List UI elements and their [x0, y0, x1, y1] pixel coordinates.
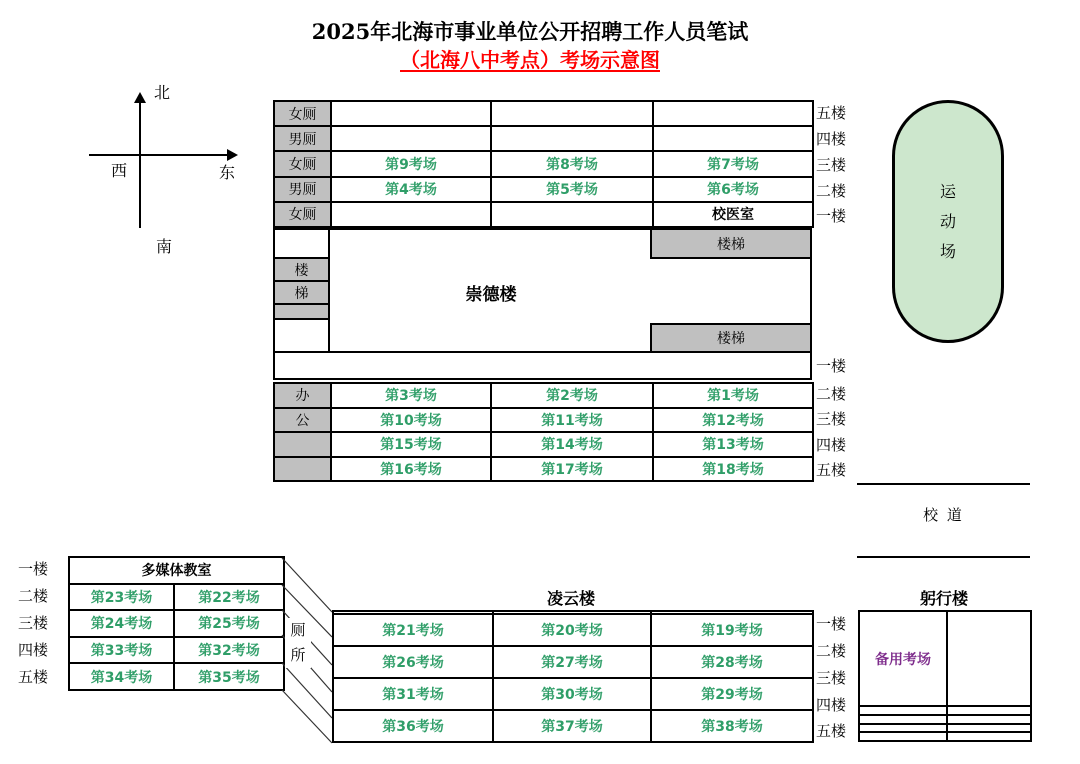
toilet-cell: 女厕 — [274, 151, 331, 176]
page-subtitle: （北海八中考点）考场示意图 — [400, 48, 660, 72]
room-cell: 第6考场 — [653, 177, 813, 202]
gongxing-table — [858, 610, 1032, 742]
room-cell: 第22考场 — [174, 584, 284, 611]
table-row — [69, 557, 284, 584]
table-row — [69, 584, 284, 611]
room-cell — [947, 611, 1031, 706]
toilet-cell: 男厕 — [274, 126, 331, 151]
room-cell — [859, 706, 947, 715]
room-cell — [653, 126, 813, 151]
table-row — [333, 678, 813, 710]
floor-label: 四楼 — [816, 436, 847, 454]
floor-label: 四楼 — [816, 130, 847, 148]
room-cell: 第20考场 — [493, 614, 651, 646]
table-row — [859, 715, 1031, 724]
table-row — [333, 614, 813, 646]
room-cell: 第4考场 — [331, 177, 491, 202]
table-row — [69, 663, 284, 690]
table-row — [333, 710, 813, 742]
toilet-cell: 男厕 — [274, 177, 331, 202]
room-cell — [947, 732, 1031, 741]
room-cell: 第24考场 — [69, 610, 174, 637]
compass-horizontal-axis — [89, 154, 229, 156]
room-cell — [331, 126, 491, 151]
table-row — [274, 432, 813, 457]
multimedia-room-cell: 多媒体教室 — [69, 557, 284, 584]
floor-label: 五楼 — [816, 722, 847, 740]
table-row — [859, 724, 1031, 733]
office-cell: 公 — [274, 408, 331, 433]
floor-label: 二楼 — [18, 587, 49, 605]
room-cell: 第5考场 — [491, 177, 653, 202]
multimedia-table — [68, 556, 285, 691]
room-cell: 第16考场 — [331, 457, 491, 482]
toilet-cell: 女厕 — [274, 202, 331, 227]
table-row — [274, 177, 813, 202]
table-row — [69, 610, 284, 637]
floor-label: 三楼 — [816, 669, 847, 687]
office-cell: 办 — [274, 383, 331, 408]
floor-label: 一楼 — [18, 560, 49, 578]
compass-west-label: 西 — [110, 161, 127, 180]
room-cell: 第27考场 — [493, 646, 651, 678]
floor-label: 一楼 — [816, 207, 847, 225]
road-label: 校 道 — [923, 506, 964, 524]
room-cell: 第10考场 — [331, 408, 491, 433]
table-row — [859, 611, 1031, 706]
room-cell: 第21考场 — [333, 614, 493, 646]
room-cell: 第18考场 — [653, 457, 813, 482]
floor-label: 五楼 — [816, 461, 847, 479]
floor-label: 三楼 — [816, 156, 847, 174]
compass-vertical-axis — [139, 102, 141, 228]
table-row — [274, 126, 813, 151]
lingyun-table — [332, 610, 814, 743]
room-cell — [859, 732, 947, 741]
reserve-room-cell: 备用考场 — [859, 611, 947, 706]
chongde-lower-table — [273, 382, 814, 482]
sports-field — [892, 100, 1004, 343]
table-row — [274, 101, 813, 126]
room-cell: 第12考场 — [653, 408, 813, 433]
room-cell: 第11考场 — [491, 408, 653, 433]
room-cell: 第15考场 — [331, 432, 491, 457]
room-cell: 第30考场 — [493, 678, 651, 710]
road-line-bottom — [857, 556, 1030, 558]
room-cell: 第29考场 — [651, 678, 813, 710]
building-name-chongde: 崇德楼 — [465, 285, 517, 305]
hall-left-cell — [273, 318, 330, 353]
room-cell: 第33考场 — [69, 637, 174, 664]
room-cell: 第26考场 — [333, 646, 493, 678]
room-cell — [859, 715, 947, 724]
room-cell — [859, 724, 947, 733]
north-arrow-icon — [134, 92, 146, 103]
room-cell: 第28考场 — [651, 646, 813, 678]
room-cell: 第2考场 — [491, 383, 653, 408]
compass-north-label: 北 — [153, 83, 170, 102]
floor-label: 二楼 — [816, 182, 847, 200]
room-cell — [491, 126, 653, 151]
toilet-connector-label: 厕所 — [285, 618, 311, 668]
floor-label: 五楼 — [18, 668, 49, 686]
floor-label: 一楼 — [816, 615, 847, 633]
table-row — [274, 383, 813, 408]
room-cell: 第23考场 — [69, 584, 174, 611]
floor-label: 四楼 — [18, 641, 49, 659]
chongde-top-table — [273, 100, 814, 228]
room-cell: 第17考场 — [491, 457, 653, 482]
room-cell: 第7考场 — [653, 151, 813, 176]
room-cell: 第19考场 — [651, 614, 813, 646]
road-line-top — [857, 483, 1030, 485]
room-cell: 第37考场 — [493, 710, 651, 742]
table-row — [274, 202, 813, 227]
compass-east-label: 东 — [218, 163, 235, 182]
room-cell: 第34考场 — [69, 663, 174, 690]
room-cell: 第13考场 — [653, 432, 813, 457]
room-cell — [653, 101, 813, 126]
floor-label: 四楼 — [816, 696, 847, 714]
hall-left-cell — [273, 228, 330, 259]
floor-label: 一楼 — [816, 357, 847, 375]
room-cell — [331, 202, 491, 227]
room-cell: 第1考场 — [653, 383, 813, 408]
office-cell — [274, 432, 331, 457]
table-row — [333, 646, 813, 678]
floor-label: 二楼 — [816, 642, 847, 660]
room-cell: 第32考场 — [174, 637, 284, 664]
table-row — [274, 408, 813, 433]
room-cell: 第38考场 — [651, 710, 813, 742]
stair-char-cell: 梯 — [273, 280, 330, 305]
room-cell — [491, 202, 653, 227]
table-row — [274, 151, 813, 176]
sports-field-label: 运动场 — [939, 181, 956, 261]
stair-cell-upper: 楼梯 — [650, 228, 812, 259]
clinic-cell: 校医室 — [653, 202, 813, 227]
toilet-cell: 女厕 — [274, 101, 331, 126]
table-row — [69, 637, 284, 664]
floor-label: 三楼 — [816, 410, 847, 428]
room-cell — [491, 101, 653, 126]
room-cell: 第14考场 — [491, 432, 653, 457]
room-cell: 第3考场 — [331, 383, 491, 408]
compass-south-label: 南 — [155, 237, 172, 256]
compass — [85, 82, 245, 257]
floor-label: 三楼 — [18, 614, 49, 632]
stair-char-cell: 楼 — [273, 257, 330, 282]
room-cell: 第35考场 — [174, 663, 284, 690]
room-cell — [947, 724, 1031, 733]
room-cell: 第31考场 — [333, 678, 493, 710]
chongde-building — [273, 100, 812, 482]
room-cell: 第9考场 — [331, 151, 491, 176]
table-row — [274, 457, 813, 482]
office-cell — [274, 457, 331, 482]
room-cell: 第8考场 — [491, 151, 653, 176]
room-cell — [947, 715, 1031, 724]
floor-label: 二楼 — [816, 385, 847, 403]
stair-cell-lower: 楼梯 — [650, 323, 812, 353]
floor-label: 五楼 — [816, 104, 847, 122]
building-name-lingyun: 凌云楼 — [546, 589, 595, 608]
building-name-gongxing: 躬行楼 — [919, 589, 968, 608]
page-title: 2025年北海市事业单位公开招聘工作人员笔试 — [311, 19, 749, 44]
table-row — [859, 732, 1031, 741]
room-cell: 第36考场 — [333, 710, 493, 742]
ground-corridor — [273, 351, 812, 380]
room-cell: 第25考场 — [174, 610, 284, 637]
table-row — [859, 706, 1031, 715]
room-cell — [331, 101, 491, 126]
room-cell — [947, 706, 1031, 715]
